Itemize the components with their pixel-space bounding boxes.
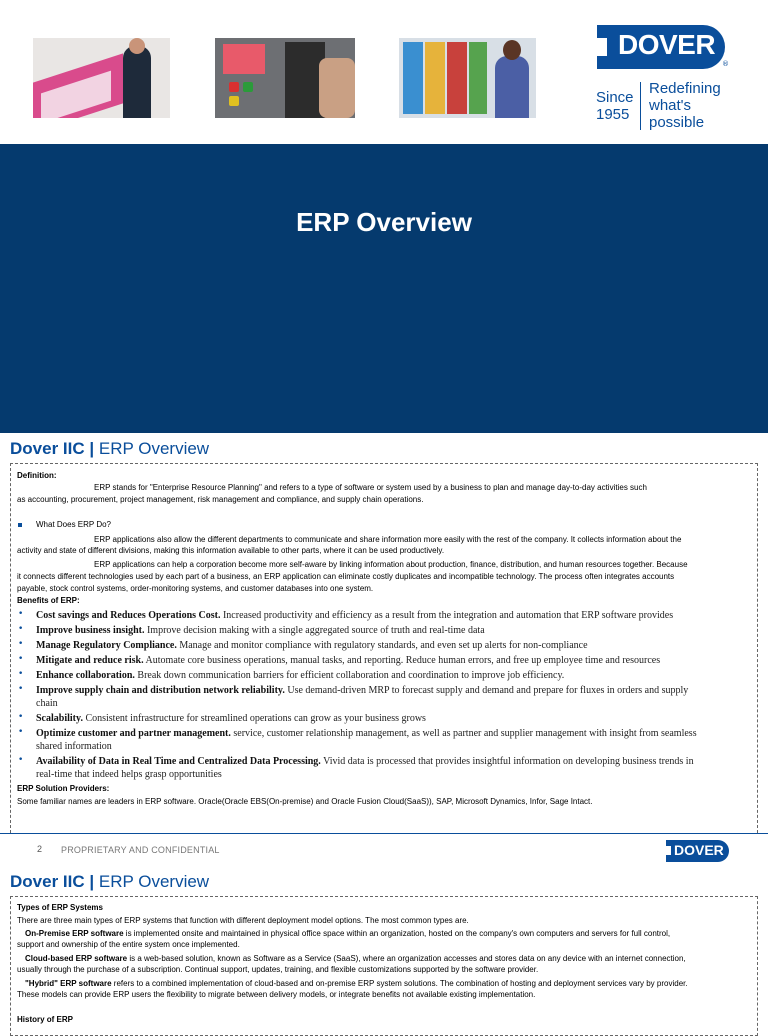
onprem-line-1: [25, 929, 670, 939]
what-p2-line-1: ERP applications can help a corporation become more self-aware by linking information about production, finance, distribution, and human resources together. Because: [94, 560, 688, 569]
hybrid-text: refers to a combined implementation of cloud-based and on-premise ERP system solutions. The combination of hosting and deployment services vary by provider.: [111, 979, 688, 988]
definition-line-2: as accounting, procurement, project management, risk management and compliance, and supply chain operations.: [17, 495, 424, 504]
tagline-line-3: possible: [649, 114, 705, 131]
since-label: [596, 89, 634, 123]
heading-topic: ERP Overview: [98, 872, 210, 891]
section-heading-2: [10, 872, 209, 892]
benefit-continuation: shared information: [36, 741, 112, 752]
providers-text: Some familiar names are leaders in ERP software. Oracle(Oracle EBS(On-premise) and Oracle Fusion Cloud(SaaS)), SAP, Microsoft Dynamics, Infor, Sage Intact.: [17, 797, 593, 806]
onprem-title: On-Premise ERP software: [25, 929, 124, 938]
tagline-line-1: Redefining: [649, 80, 721, 97]
confidential-label: PROPRIETARY AND CONFIDENTIAL: [61, 845, 220, 855]
benefit-item: [36, 728, 697, 740]
benefit-text: service, customer relationship management, as well as partner and supplier management with insight from seamless: [230, 728, 697, 739]
benefit-item: [36, 756, 694, 768]
benefit-item: [36, 670, 564, 682]
footer-rule: [0, 833, 768, 834]
benefit-title: Improve supply chain and distribution network reliability.: [36, 685, 285, 696]
benefit-title: Optimize customer and partner management.: [36, 728, 231, 739]
benefit-item: [36, 610, 673, 622]
since-text: Since: [596, 89, 634, 106]
benefits-label: Benefits of ERP:: [17, 596, 80, 605]
bullet-dot: •: [18, 755, 24, 765]
bullet-dot: •: [18, 609, 24, 619]
cloud-text: is a web-based solution, known as Software as a Service (SaaS), where an organization accesses and stores data on any device with an internet connection,: [127, 954, 686, 963]
hybrid-line-2: These models can provide ERP users the flexibility to migrate between delivery models, or integrate benefits not available existing implementation.: [17, 990, 536, 999]
what-p1-line-2: activity and state of different divisions, making this information available to other parts, where it can be used productively.: [17, 546, 445, 555]
benefit-text: Increased productivity and efficiency as a result from the integration and automation that ERP software provides: [220, 610, 674, 621]
benefit-item: [36, 713, 426, 725]
bullet-dot: •: [18, 624, 24, 634]
benefit-continuation: real-time that indeed helps grasp opportunities: [36, 769, 222, 780]
logo-wordmark: DOVER: [618, 29, 716, 60]
since-year: 1955: [596, 106, 630, 123]
benefit-title: Enhance collaboration.: [36, 670, 135, 681]
benefit-item: [36, 625, 485, 637]
tagline-divider: [640, 82, 641, 130]
page-number: 2: [37, 844, 43, 854]
retail-shopper-photo: [33, 38, 170, 118]
providers-label: ERP Solution Providers:: [17, 784, 110, 793]
what-p2-line-3: payable, stock control systems, order-monitoring systems, and customer databases into one system.: [17, 584, 374, 593]
what-p2-line-2: it connects different technologies used by each part of a business, an ERP application can eliminate costly duplicates and incompatible technology. The process often integrates accounts: [17, 572, 675, 581]
bullet-dot: •: [18, 654, 24, 664]
benefit-item: [36, 685, 688, 697]
what-label: What Does ERP Do?: [36, 520, 111, 529]
types-label: Types of ERP Systems: [17, 903, 103, 912]
benefit-text: Vivid data is processed that provides insightful information on developing business trends in: [320, 756, 694, 767]
cloud-line-2: usually through the purchase of a subscription. Continual support, updates, training, and flexible customizations supported by the software provider.: [17, 965, 539, 974]
definition-line-1: ERP stands for "Enterprise Resource Planning" and refers to a type of software or system used by a business to plan and manage day-to-day activities such: [94, 483, 647, 492]
bullet-dot: •: [18, 684, 24, 694]
benefit-item: [36, 655, 660, 667]
bullet-dot: •: [18, 727, 24, 737]
cloud-title: Cloud-based ERP software: [25, 954, 128, 963]
onprem-text: is implemented onsite and maintained in physical office space within an organization, hosted on the company's own computers and servers for full control,: [123, 929, 671, 938]
definition-label: Definition:: [17, 471, 57, 480]
bullet-dot: •: [18, 639, 24, 649]
banner-title: ERP Overview: [296, 207, 472, 237]
footer-logo-text: DOVER: [674, 842, 724, 858]
benefit-item: [36, 640, 588, 652]
benefit-text: Break down communication barriers for efficient collaboration and coordination to improve job efficiency.: [134, 670, 565, 681]
footer-logo-notch: [666, 846, 671, 855]
cooler-shopper-photo: [399, 38, 536, 118]
section-heading: [10, 439, 209, 459]
benefit-title: Scalability.: [36, 713, 83, 724]
heading-company: Dover IIC |: [10, 872, 95, 891]
benefit-title: Manage Regulatory Compliance.: [36, 640, 177, 651]
fuel-pump-photo: [215, 38, 355, 118]
benefit-title: Mitigate and reduce risk.: [36, 655, 144, 666]
benefit-text: Manage and monitor compliance with regulatory standards, and even set up alerts for non-compliance: [176, 640, 588, 651]
what-p1-line-1: ERP applications also allow the different departments to communicate and share information more easily with the rest of the company. It collects information about the: [94, 535, 682, 544]
bullet-dot: •: [18, 712, 24, 722]
tagline-line-2: what's: [649, 97, 692, 114]
benefit-text: Consistent infrastructure for streamlined operations can grow as your business grows: [82, 713, 426, 724]
benefit-title: Cost savings and Reduces Operations Cost.: [36, 610, 221, 621]
benefit-text: Automate core business operations, manual tasks, and reporting. Reduce human errors, and free up employee time and resources: [143, 655, 661, 666]
benefit-title: Availability of Data in Real Time and Centralized Data Processing.: [36, 756, 321, 767]
benefit-text: Use demand-driven MRP to forecast supply and demand and prepare for fluxes in orders and supply: [284, 685, 689, 696]
benefit-continuation: chain: [36, 698, 58, 709]
bullet-dot: •: [18, 669, 24, 679]
benefit-text: Improve decision making with a single aggregated source of truth and real-time data: [144, 625, 485, 636]
history-label: History of ERP: [17, 1015, 74, 1024]
heading-topic: ERP Overview: [98, 439, 210, 458]
hybrid-title: "Hybrid" ERP software: [25, 979, 112, 988]
benefit-title: Improve business insight.: [36, 625, 145, 636]
logo-notch: [597, 38, 607, 56]
hybrid-line-1: [25, 979, 688, 989]
title-banner: [0, 144, 768, 433]
cloud-line-1: [25, 954, 686, 964]
registered-mark: ®: [722, 60, 729, 68]
tagline: [649, 80, 721, 131]
types-intro: There are three main types of ERP systems that function with different deployment model options. The most common types are.: [17, 916, 469, 925]
onprem-line-2: support and ownership of the entire system once implemented.: [17, 940, 240, 949]
heading-company: Dover IIC |: [10, 439, 95, 458]
bullet-square: [18, 523, 22, 527]
